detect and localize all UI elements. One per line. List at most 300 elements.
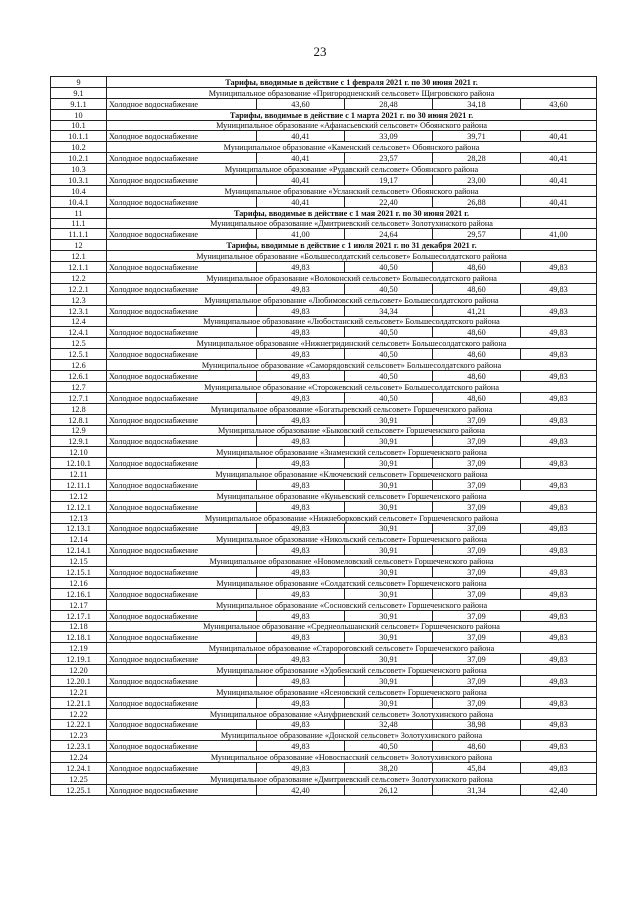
tariff-value-1: 40,41 [257, 175, 345, 186]
row-number: 10.3.1 [51, 175, 107, 186]
tariff-value-4: 49,83 [521, 327, 597, 338]
tariff-value-1: 49,83 [257, 654, 345, 665]
tariff-value-4: 49,83 [521, 719, 597, 730]
period-title: Тарифы, вводимые в действие с 1 мая 2021 г. по 30 июня 2021 г. [107, 207, 597, 218]
municipality-row [51, 164, 597, 175]
tariff-row [51, 697, 597, 708]
row-number: 12.8.1 [51, 414, 107, 425]
municipality-name: Муниципальное образование «Куньевский сельсовет» Горшеченского района [107, 490, 597, 501]
row-number: 12.19.1 [51, 654, 107, 665]
tariff-value-3: 48,60 [433, 262, 521, 273]
tariff-row [51, 654, 597, 665]
tariff-value-1: 49,83 [257, 371, 345, 382]
service-name: Холодное водоснабжение [107, 131, 257, 142]
row-number: 12.4.1 [51, 327, 107, 338]
row-number: 12.16 [51, 577, 107, 588]
tariff-value-3: 37,09 [433, 697, 521, 708]
tariff-value-3: 37,09 [433, 458, 521, 469]
row-number: 11.1.1 [51, 229, 107, 240]
tariff-value-3: 45,84 [433, 763, 521, 774]
service-name: Холодное водоснабжение [107, 479, 257, 490]
municipality-row [51, 403, 597, 414]
row-number: 12.22 [51, 708, 107, 719]
period-title-row [51, 109, 597, 120]
municipality-row [51, 534, 597, 545]
row-number: 12.7 [51, 381, 107, 392]
tariff-value-3: 28,28 [433, 153, 521, 164]
row-number: 9.1 [51, 87, 107, 98]
row-number: 12.21.1 [51, 697, 107, 708]
municipality-name: Муниципальное образование «Удобенский сельсовет» Горшеченского района [107, 665, 597, 676]
service-name: Холодное водоснабжение [107, 229, 257, 240]
tariff-value-2: 30,91 [345, 567, 433, 578]
row-number: 12.3.1 [51, 305, 107, 316]
municipality-name: Муниципальное образование «Нижнегридинский сельсовет» Большесолдатского района [107, 338, 597, 349]
period-title: Тарифы, вводимые в действие с 1 июля 2021 г. по 31 декабря 2021 г. [107, 240, 597, 251]
tariff-value-4: 49,83 [521, 697, 597, 708]
tariff-row [51, 153, 597, 164]
tariff-value-3: 29,57 [433, 229, 521, 240]
tariff-value-4: 49,83 [521, 610, 597, 621]
municipality-name: Муниципальное образование «Новоспасский сельсовет» Золотухинского района [107, 752, 597, 763]
row-number: 12.2 [51, 273, 107, 284]
tariff-value-4: 49,83 [521, 305, 597, 316]
municipality-row [51, 686, 597, 697]
tariff-value-3: 39,71 [433, 131, 521, 142]
municipality-row [51, 512, 597, 523]
municipality-row [51, 730, 597, 741]
tariff-value-3: 37,09 [433, 436, 521, 447]
municipality-name: Муниципальное образование «Афанасьевский сельсовет» Обоянского района [107, 120, 597, 131]
tariff-value-3: 37,09 [433, 588, 521, 599]
tariff-value-4: 49,83 [521, 349, 597, 360]
service-name: Холодное водоснабжение [107, 741, 257, 752]
municipality-row [51, 120, 597, 131]
tariff-value-3: 37,09 [433, 654, 521, 665]
municipality-row [51, 490, 597, 501]
tariff-row [51, 479, 597, 490]
tariff-value-1: 49,83 [257, 283, 345, 294]
municipality-row [51, 708, 597, 719]
row-number: 12.10.1 [51, 458, 107, 469]
tariff-value-4: 40,41 [521, 196, 597, 207]
tariff-value-2: 32,48 [345, 719, 433, 730]
municipality-name: Муниципальное образование «Дмитриевский сельсовет» Золотухинского района [107, 218, 597, 229]
municipality-row [51, 621, 597, 632]
tariff-row [51, 229, 597, 240]
tariff-value-1: 49,83 [257, 523, 345, 534]
tariff-value-3: 37,09 [433, 545, 521, 556]
municipality-row [51, 185, 597, 196]
tariff-row [51, 763, 597, 774]
tariff-value-1: 40,41 [257, 131, 345, 142]
tariff-row [51, 262, 597, 273]
period-title-row [51, 207, 597, 218]
tariff-value-4: 49,83 [521, 283, 597, 294]
tariff-value-3: 37,09 [433, 479, 521, 490]
tariff-value-2: 30,91 [345, 458, 433, 469]
tariff-value-2: 30,91 [345, 414, 433, 425]
municipality-row [51, 218, 597, 229]
row-number: 9 [51, 77, 107, 88]
tariff-value-2: 30,91 [345, 545, 433, 556]
row-number: 12.11.1 [51, 479, 107, 490]
period-title: Тарифы, вводимые в действие с 1 февраля 2021 г. по 30 июня 2021 г. [107, 77, 597, 88]
tariff-value-1: 40,41 [257, 196, 345, 207]
tariff-row [51, 327, 597, 338]
service-name: Холодное водоснабжение [107, 414, 257, 425]
tariff-value-1: 42,40 [257, 784, 345, 795]
tariff-value-2: 30,91 [345, 588, 433, 599]
service-name: Холодное водоснабжение [107, 784, 257, 795]
service-name: Холодное водоснабжение [107, 371, 257, 382]
tariff-value-3: 37,09 [433, 414, 521, 425]
tariff-value-3: 37,09 [433, 567, 521, 578]
row-number: 12.18.1 [51, 632, 107, 643]
municipality-row [51, 338, 597, 349]
municipality-name: Муниципальное образование «Дмитриевский сельсовет» Золотухинского района [107, 774, 597, 785]
service-name: Холодное водоснабжение [107, 632, 257, 643]
row-number: 12.15.1 [51, 567, 107, 578]
tariff-value-4: 49,83 [521, 632, 597, 643]
row-number: 12.20 [51, 665, 107, 676]
municipality-row [51, 381, 597, 392]
service-name: Холодное водоснабжение [107, 98, 257, 109]
municipality-row [51, 87, 597, 98]
tariff-row [51, 523, 597, 534]
service-name: Холодное водоснабжение [107, 588, 257, 599]
service-name: Холодное водоснабжение [107, 610, 257, 621]
tariff-value-4: 41,00 [521, 229, 597, 240]
tariff-value-4: 49,83 [521, 262, 597, 273]
row-number: 11.1 [51, 218, 107, 229]
row-number: 12.24 [51, 752, 107, 763]
service-name: Холодное водоснабжение [107, 196, 257, 207]
service-name: Холодное водоснабжение [107, 545, 257, 556]
tariff-value-1: 49,83 [257, 632, 345, 643]
municipality-row [51, 643, 597, 654]
tariff-value-1: 49,83 [257, 675, 345, 686]
row-number: 12.14.1 [51, 545, 107, 556]
tariff-value-4: 49,83 [521, 654, 597, 665]
tariff-value-3: 48,60 [433, 349, 521, 360]
service-name: Холодное водоснабжение [107, 719, 257, 730]
tariff-value-3: 37,09 [433, 632, 521, 643]
tariff-value-2: 34,34 [345, 305, 433, 316]
tariff-value-1: 49,83 [257, 458, 345, 469]
tariff-row [51, 131, 597, 142]
service-name: Холодное водоснабжение [107, 175, 257, 186]
tariff-value-4: 49,83 [521, 392, 597, 403]
tariff-value-1: 49,83 [257, 567, 345, 578]
row-number: 12.21 [51, 686, 107, 697]
row-number: 12.23.1 [51, 741, 107, 752]
municipality-row [51, 251, 597, 262]
municipality-row [51, 360, 597, 371]
tariff-row [51, 371, 597, 382]
municipality-row [51, 294, 597, 305]
tariff-value-3: 38,98 [433, 719, 521, 730]
tariff-row [51, 283, 597, 294]
tariff-row [51, 610, 597, 621]
tariff-value-4: 40,41 [521, 175, 597, 186]
tariff-value-4: 49,83 [521, 741, 597, 752]
service-name: Холодное водоснабжение [107, 436, 257, 447]
tariff-value-4: 49,83 [521, 479, 597, 490]
municipality-name: Муниципальное образование «Любостанский сельсовет» Большесолдатского района [107, 316, 597, 327]
service-name: Холодное водоснабжение [107, 283, 257, 294]
municipality-name: Муниципальное образование «Ясеновский сельсовет» Горшеченского района [107, 686, 597, 697]
row-number: 12.3 [51, 294, 107, 305]
tariff-value-1: 49,83 [257, 697, 345, 708]
row-number: 12.23 [51, 730, 107, 741]
service-name: Холодное водоснабжение [107, 654, 257, 665]
tariff-value-3: 34,18 [433, 98, 521, 109]
service-name: Холодное водоснабжение [107, 697, 257, 708]
tariff-value-2: 30,91 [345, 632, 433, 643]
tariff-value-1: 49,83 [257, 414, 345, 425]
tariff-value-3: 31,34 [433, 784, 521, 795]
tariff-value-3: 41,21 [433, 305, 521, 316]
tariff-row [51, 632, 597, 643]
row-number: 10 [51, 109, 107, 120]
tariff-value-4: 49,83 [521, 588, 597, 599]
tariff-value-1: 49,83 [257, 545, 345, 556]
municipality-name: Муниципальное образование «Солдатский сельсовет» Горшеченского района [107, 577, 597, 588]
period-title-row [51, 77, 597, 88]
row-number: 12.19 [51, 643, 107, 654]
row-number: 12.25.1 [51, 784, 107, 795]
tariff-value-4: 49,83 [521, 567, 597, 578]
row-number: 12.7.1 [51, 392, 107, 403]
municipality-name: Муниципальное образование «Среднеольшанский сельсовет» Горшеченского района [107, 621, 597, 632]
tariff-row [51, 175, 597, 186]
row-number: 12.6.1 [51, 371, 107, 382]
row-number: 10.2.1 [51, 153, 107, 164]
row-number: 12.13 [51, 512, 107, 523]
tariff-value-2: 30,91 [345, 675, 433, 686]
tariff-value-2: 28,48 [345, 98, 433, 109]
row-number: 12.9.1 [51, 436, 107, 447]
tariff-row [51, 675, 597, 686]
tariff-value-2: 40,50 [345, 283, 433, 294]
service-name: Холодное водоснабжение [107, 262, 257, 273]
row-number: 12.17.1 [51, 610, 107, 621]
tariff-value-4: 49,83 [521, 436, 597, 447]
tariff-value-4: 49,83 [521, 414, 597, 425]
tariff-value-2: 26,12 [345, 784, 433, 795]
tariff-row [51, 392, 597, 403]
tariff-value-3: 26,88 [433, 196, 521, 207]
row-number: 12.11 [51, 469, 107, 480]
municipality-name: Муниципальное образование «Ануфриевский сельсовет» Золотухинского района [107, 708, 597, 719]
tariff-value-4: 49,83 [521, 501, 597, 512]
row-number: 12.1 [51, 251, 107, 262]
tariff-value-4: 49,83 [521, 545, 597, 556]
row-number: 12.10 [51, 447, 107, 458]
municipality-name: Муниципальное образование «Знаменский сельсовет» Горшеченского района [107, 447, 597, 458]
row-number: 10.3 [51, 164, 107, 175]
municipality-name: Муниципальное образование «Никольский сельсовет» Горшеченского района [107, 534, 597, 545]
tariff-value-4: 49,83 [521, 763, 597, 774]
municipality-name: Муниципальное образование «Большесолдатский сельсовет» Большесолдатского района [107, 251, 597, 262]
period-title-row [51, 240, 597, 251]
row-number: 12.1.1 [51, 262, 107, 273]
tariff-value-1: 49,83 [257, 741, 345, 752]
tariff-value-2: 30,91 [345, 697, 433, 708]
tariff-value-2: 30,91 [345, 479, 433, 490]
tariff-row [51, 784, 597, 795]
row-number: 12.20.1 [51, 675, 107, 686]
row-number: 10.1.1 [51, 131, 107, 142]
service-name: Холодное водоснабжение [107, 458, 257, 469]
tariff-table [50, 76, 597, 796]
tariff-value-2: 30,91 [345, 610, 433, 621]
municipality-row [51, 774, 597, 785]
tariff-value-1: 49,83 [257, 327, 345, 338]
tariff-row [51, 741, 597, 752]
tariff-value-2: 19,17 [345, 175, 433, 186]
row-number: 12.25 [51, 774, 107, 785]
tariff-value-4: 49,83 [521, 523, 597, 534]
tariff-value-1: 49,83 [257, 719, 345, 730]
row-number: 12.18 [51, 621, 107, 632]
tariff-value-1: 49,83 [257, 392, 345, 403]
tariff-value-4: 42,40 [521, 784, 597, 795]
tariff-value-3: 48,60 [433, 283, 521, 294]
tariff-row [51, 501, 597, 512]
tariff-value-1: 49,83 [257, 262, 345, 273]
municipality-row [51, 752, 597, 763]
tariff-value-2: 30,91 [345, 523, 433, 534]
municipality-name: Муниципальное образование «Рудавский сельсовет» Обоянского района [107, 164, 597, 175]
tariff-row [51, 458, 597, 469]
tariff-value-3: 23,00 [433, 175, 521, 186]
row-number: 10.4 [51, 185, 107, 196]
municipality-row [51, 316, 597, 327]
municipality-name: Муниципальное образование «Старороговский сельсовет» Горшеченского района [107, 643, 597, 654]
tariff-row [51, 719, 597, 730]
row-number: 12.4 [51, 316, 107, 327]
tariff-value-2: 40,50 [345, 741, 433, 752]
row-number: 12 [51, 240, 107, 251]
tariff-value-2: 40,50 [345, 349, 433, 360]
tariff-value-2: 23,57 [345, 153, 433, 164]
tariff-row [51, 545, 597, 556]
tariff-value-2: 24,64 [345, 229, 433, 240]
tariff-value-2: 38,20 [345, 763, 433, 774]
municipality-name: Муниципальное образование «Богатыревский сельсовет» Горшеченского района [107, 403, 597, 414]
tariff-value-2: 40,50 [345, 262, 433, 273]
tariff-value-3: 48,60 [433, 392, 521, 403]
service-name: Холодное водоснабжение [107, 327, 257, 338]
tariff-value-2: 22,40 [345, 196, 433, 207]
municipality-name: Муниципальное образование «Донской сельсовет» Золотухинского района [107, 730, 597, 741]
tariff-row [51, 567, 597, 578]
service-name: Холодное водоснабжение [107, 567, 257, 578]
row-number: 12.12 [51, 490, 107, 501]
municipality-name: Муниципальное образование «Пригородненский сельсовет» Щигровского района [107, 87, 597, 98]
tariff-value-1: 49,83 [257, 588, 345, 599]
municipality-row [51, 665, 597, 676]
service-name: Холодное водоснабжение [107, 349, 257, 360]
tariff-value-1: 49,83 [257, 763, 345, 774]
tariff-value-4: 40,41 [521, 153, 597, 164]
tariff-row [51, 305, 597, 316]
tariff-row [51, 436, 597, 447]
service-name: Холодное водоснабжение [107, 523, 257, 534]
tariff-table-body [51, 77, 597, 796]
service-name: Холодное водоснабжение [107, 675, 257, 686]
municipality-name: Муниципальное образование «Любимовский сельсовет» Большесолдатского района [107, 294, 597, 305]
tariff-value-4: 43,60 [521, 98, 597, 109]
municipality-name: Муниципальное образование «Каменский сельсовет» Обоянского района [107, 142, 597, 153]
service-name: Холодное водоснабжение [107, 501, 257, 512]
tariff-value-1: 49,83 [257, 305, 345, 316]
municipality-name: Муниципальное образование «Быковский сельсовет» Горшеченского района [107, 425, 597, 436]
tariff-value-3: 48,60 [433, 741, 521, 752]
tariff-value-1: 40,41 [257, 153, 345, 164]
municipality-row [51, 447, 597, 458]
row-number: 9.1.1 [51, 98, 107, 109]
row-number: 10.2 [51, 142, 107, 153]
tariff-row [51, 98, 597, 109]
row-number: 12.22.1 [51, 719, 107, 730]
municipality-name: Муниципальное образование «Сосновский сельсовет» Горшеченского района [107, 599, 597, 610]
row-number: 12.17 [51, 599, 107, 610]
municipality-name: Муниципальное образование «Волоконский сельсовет» Большесолдатского района [107, 273, 597, 284]
tariff-value-2: 33,09 [345, 131, 433, 142]
row-number: 11 [51, 207, 107, 218]
municipality-row [51, 599, 597, 610]
row-number: 12.13.1 [51, 523, 107, 534]
municipality-name: Муниципальное образование «Ключевский сельсовет» Горшеченского района [107, 469, 597, 480]
period-title: Тарифы, вводимые в действие с 1 марта 2021 г. по 30 июня 2021 г. [107, 109, 597, 120]
tariff-value-1: 43,60 [257, 98, 345, 109]
municipality-name: Муниципальное образование «Саморядовский сельсовет» Большесолдатского района [107, 360, 597, 371]
tariff-value-3: 37,09 [433, 675, 521, 686]
tariff-value-4: 49,83 [521, 675, 597, 686]
tariff-value-4: 40,41 [521, 131, 597, 142]
municipality-row [51, 577, 597, 588]
municipality-name: Муниципальное образование «Сторожевский сельсовет» Большесолдатского района [107, 381, 597, 392]
tariff-value-4: 49,83 [521, 458, 597, 469]
row-number: 12.15 [51, 556, 107, 567]
tariff-row [51, 588, 597, 599]
municipality-row [51, 273, 597, 284]
tariff-value-3: 37,09 [433, 501, 521, 512]
service-name: Холодное водоснабжение [107, 763, 257, 774]
row-number: 12.16.1 [51, 588, 107, 599]
municipality-row [51, 425, 597, 436]
tariff-value-1: 49,83 [257, 436, 345, 447]
tariff-value-2: 30,91 [345, 654, 433, 665]
tariff-value-3: 37,09 [433, 610, 521, 621]
tariff-row [51, 349, 597, 360]
tariff-value-2: 30,91 [345, 436, 433, 447]
row-number: 12.12.1 [51, 501, 107, 512]
page-number: 23 [313, 44, 327, 59]
tariff-value-1: 49,83 [257, 610, 345, 621]
tariff-value-4: 49,83 [521, 371, 597, 382]
municipality-name: Муниципальное образование «Нижнеборковский сельсовет» Горшеченского района [107, 512, 597, 523]
row-number: 12.24.1 [51, 763, 107, 774]
municipality-row [51, 142, 597, 153]
tariff-value-1: 49,83 [257, 349, 345, 360]
service-name: Холодное водоснабжение [107, 153, 257, 164]
municipality-row [51, 469, 597, 480]
tariff-value-2: 40,50 [345, 327, 433, 338]
